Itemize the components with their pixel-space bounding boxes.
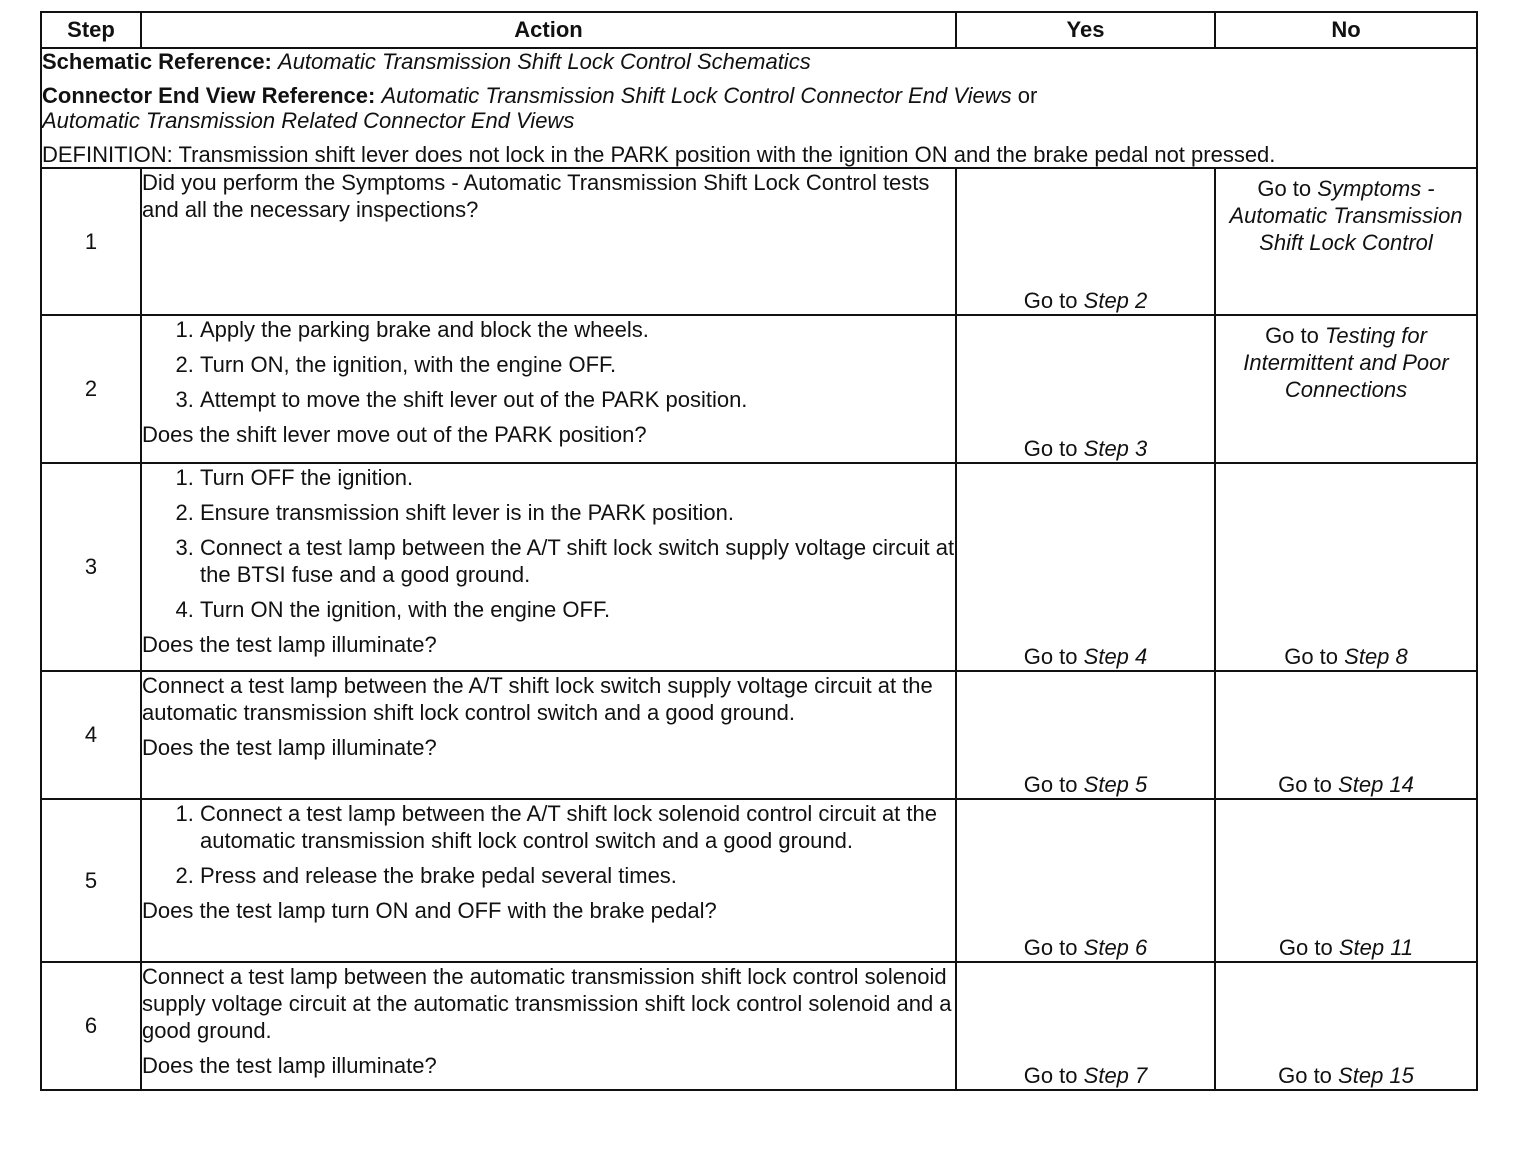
header-yes: Yes — [956, 12, 1215, 48]
connector-value-1: Automatic Transmission Shift Lock Control Connector End Views — [381, 83, 1012, 108]
action-cell — [141, 315, 956, 463]
step-number: 2 — [41, 315, 141, 463]
action-question: Does the shift lever move out of the PARK position? — [142, 422, 647, 447]
step-number: 5 — [41, 799, 141, 962]
yes-ref: Step 7 — [1083, 1063, 1148, 1088]
no-prefix: Go to — [1265, 323, 1319, 348]
yes-ref: Step 2 — [1083, 288, 1148, 313]
no-prefix: Go to — [1278, 1063, 1332, 1088]
yes-prefix: Go to — [1023, 288, 1078, 313]
connector-value-2: Automatic Transmission Related Connector End Views — [42, 108, 575, 133]
no-ref: Step 8 — [1344, 644, 1408, 669]
connector-reference — [42, 83, 1476, 133]
action-text: Connect a test lamp between the A/T shift lock switch supply voltage circuit at the automatic transmission shift lock control switch and a good ground. — [142, 673, 933, 725]
action-cell — [141, 671, 956, 799]
action-item: 2. Ensure transmission shift lever is in the PARK position. — [200, 499, 955, 526]
diagnostic-table — [40, 11, 1478, 1091]
yes-prefix: Go to — [1023, 935, 1078, 960]
action-question: Does the test lamp illuminate? — [142, 735, 437, 760]
no-prefix: Go to — [1284, 644, 1339, 669]
yes-cell — [956, 671, 1215, 799]
action-cell — [141, 463, 956, 671]
no-ref: Step 11 — [1338, 935, 1414, 960]
action-item: 3. Connect a test lamp between the A/T shift lock switch supply voltage circuit at the BTSI fuse and a good ground. — [200, 534, 955, 588]
yes-cell — [956, 315, 1215, 463]
step-number: 6 — [41, 962, 141, 1090]
action-list — [142, 800, 955, 889]
connector-or: or — [1017, 83, 1038, 108]
action-text: Did you perform the Symptoms - Automatic Transmission Shift Lock Control tests and all the necessary inspections? — [142, 170, 930, 222]
table-row — [41, 315, 1477, 463]
action-item: 1. Apply the parking brake and block the wheels. — [200, 316, 955, 343]
connector-label: Connector End View Reference: — [42, 83, 376, 108]
no-ref: Testing for Intermittent and Poor Connections — [1243, 323, 1449, 402]
header-step: Step — [41, 12, 141, 48]
no-ref: Symptoms - Automatic Transmission Shift Lock Control — [1229, 176, 1463, 255]
yes-ref: Step 6 — [1083, 935, 1148, 960]
table-row — [41, 168, 1477, 315]
header-no: No — [1215, 12, 1477, 48]
yes-ref: Step 3 — [1083, 436, 1148, 461]
action-list — [142, 316, 955, 413]
yes-prefix: Go to — [1023, 1063, 1078, 1088]
header-row — [41, 12, 1477, 48]
yes-cell — [956, 799, 1215, 962]
schematic-label: Schematic Reference: — [42, 49, 272, 74]
step-number: 3 — [41, 463, 141, 671]
yes-prefix: Go to — [1023, 772, 1078, 797]
table-row — [41, 463, 1477, 671]
step-number: 1 — [41, 168, 141, 315]
no-prefix: Go to — [1278, 935, 1333, 960]
no-ref: Step 14 — [1338, 772, 1414, 797]
action-question: Does the test lamp turn ON and OFF with the brake pedal? — [142, 898, 717, 923]
table-row — [41, 671, 1477, 799]
action-question: Does the test lamp illuminate? — [142, 1053, 437, 1078]
definition: DEFINITION: Transmission shift lever does not lock in the PARK position with the ignition ON and the brake pedal not pressed. — [42, 142, 1276, 167]
action-item: 1. Turn OFF the ignition. — [200, 464, 955, 491]
yes-cell — [956, 463, 1215, 671]
no-ref: Step 15 — [1338, 1063, 1414, 1088]
table-row — [41, 962, 1477, 1090]
no-cell — [1215, 168, 1477, 315]
action-question: Does the test lamp illuminate? — [142, 632, 437, 657]
schematic-value: Automatic Transmission Shift Lock Control Schematics — [278, 49, 811, 74]
no-cell — [1215, 962, 1477, 1090]
table-row — [41, 799, 1477, 962]
no-cell — [1215, 799, 1477, 962]
no-prefix: Go to — [1257, 176, 1312, 201]
action-cell — [141, 962, 956, 1090]
schematic-reference — [42, 49, 1476, 74]
header-action: Action — [141, 12, 956, 48]
action-cell — [141, 799, 956, 962]
no-cell — [1215, 671, 1477, 799]
action-item: 1. Connect a test lamp between the A/T shift lock solenoid control circuit at the automatic transmission shift lock control switch and a good ground. — [200, 800, 955, 854]
action-item: 4. Turn ON the ignition, with the engine OFF. — [200, 596, 955, 623]
yes-prefix: Go to — [1023, 644, 1078, 669]
yes-prefix: Go to — [1023, 436, 1078, 461]
yes-cell — [956, 962, 1215, 1090]
action-item: 2. Press and release the brake pedal several times. — [200, 862, 955, 889]
action-item: 3. Attempt to move the shift lever out of the PARK position. — [200, 386, 955, 413]
yes-cell — [956, 168, 1215, 315]
yes-ref: Step 4 — [1083, 644, 1148, 669]
no-prefix: Go to — [1278, 772, 1332, 797]
action-list — [142, 464, 955, 623]
action-cell — [141, 168, 956, 315]
step-number: 4 — [41, 671, 141, 799]
action-text: Connect a test lamp between the automatic transmission shift lock control solenoid supply voltage circuit at the automatic transmission shift lock control solenoid and a good ground. — [142, 964, 952, 1043]
action-item: 2. Turn ON, the ignition, with the engine OFF. — [200, 351, 955, 378]
reference-cell — [41, 48, 1477, 168]
no-cell — [1215, 315, 1477, 463]
no-cell — [1215, 463, 1477, 671]
reference-row — [41, 48, 1477, 168]
yes-ref: Step 5 — [1083, 772, 1148, 797]
